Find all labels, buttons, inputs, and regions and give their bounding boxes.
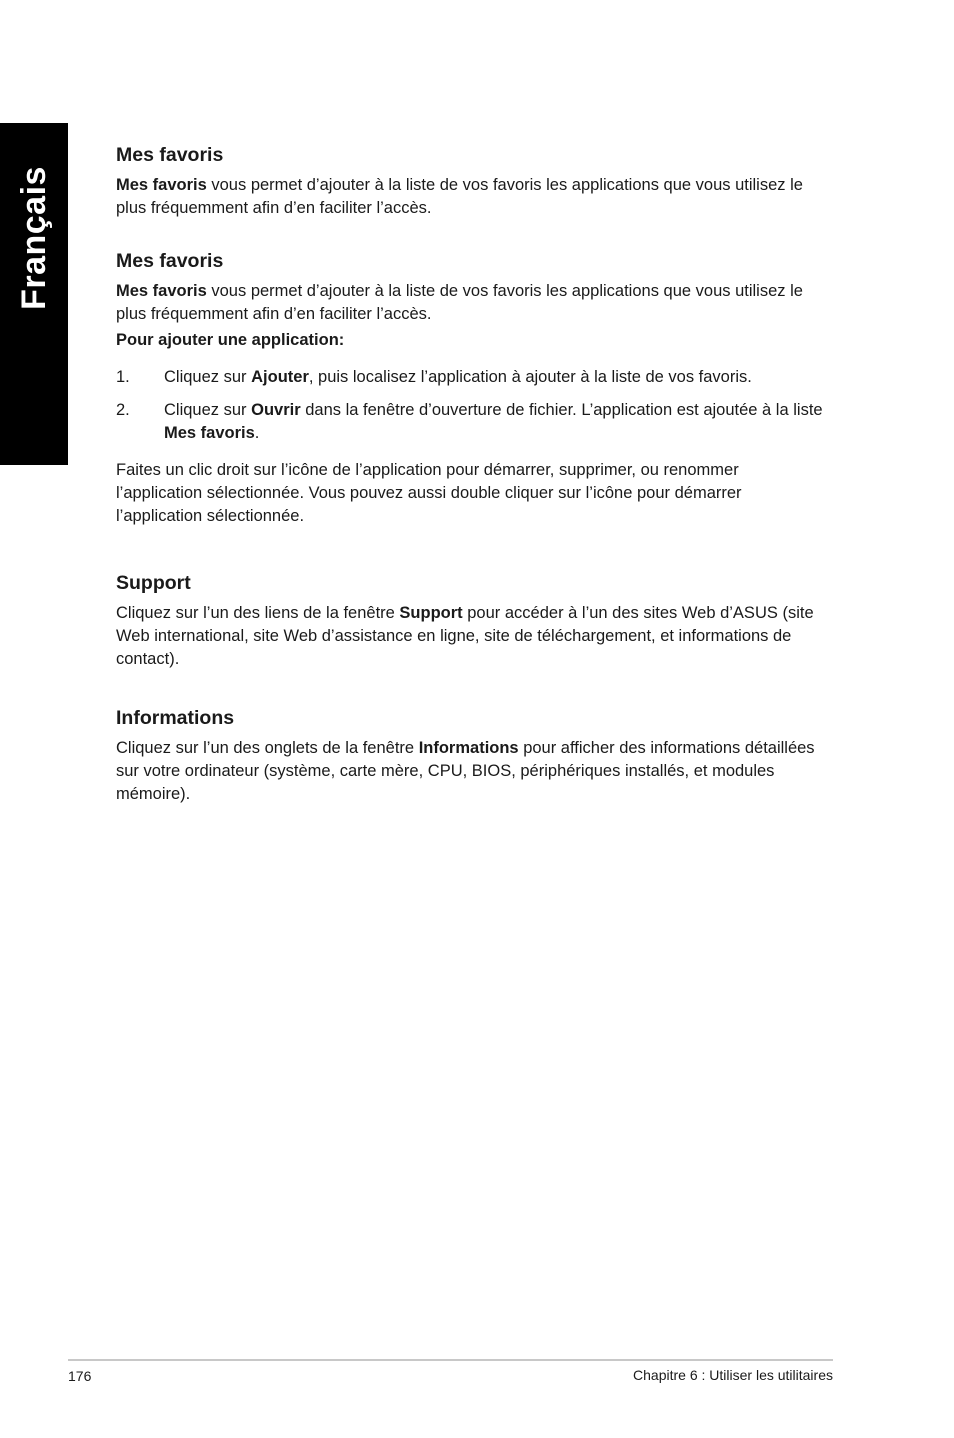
add-application-subheading: Pour ajouter une application: (116, 331, 345, 349)
step-number: 1. (116, 368, 130, 386)
support-text: Cliquez sur l’un des liens de la fenêtre (116, 604, 400, 622)
step-bold-term: Ouvrir (251, 401, 301, 419)
page-number: 176 (68, 1368, 92, 1384)
step-bold-term: Ajouter (251, 368, 309, 386)
favorites-intro-paragraph (116, 174, 828, 220)
section-heading-favorites-intro: Mes favoris (116, 144, 224, 166)
informations-text: pour afficher des informations détaillées sur votre ordinateur (système, carte mère, CPU, BIOS, périphériques installés, et modules mémoire). (116, 739, 815, 803)
step-text (164, 366, 828, 389)
step-text (164, 399, 828, 445)
support-text: pour accéder à l’un des sites Web d’ASUS (site Web international, site Web d’assistance en ligne, site de téléchargement, et informations de contact). (116, 604, 814, 668)
list-item (116, 399, 828, 445)
step-bold-term: Mes favoris (164, 424, 255, 442)
step-text-part: Cliquez sur (164, 401, 252, 419)
favorites-closing-paragraph: Faites un clic droit sur l’icône de l’application pour démarrer, supprimer, ou renommer l’application sélectionnée. Vous pouvez aussi double cliquer sur l’icône pour démarrer l’application sélectionnée. (116, 461, 742, 525)
language-tab-label: Français (15, 166, 53, 310)
step-text-part: dans la fenêtre d’ouverture de fichier. L’application est ajoutée à la liste (300, 401, 823, 419)
support-bold: Support (399, 604, 463, 622)
step-text-part: Cliquez sur (164, 368, 252, 386)
informations-bold: Informations (418, 739, 519, 757)
footer-chapter-title: Chapitre 6 : Utiliser les utilitaires (633, 1367, 833, 1383)
favorites-paragraph (116, 280, 828, 326)
section-heading-favorites: Mes favoris (116, 250, 224, 272)
step-number: 2. (116, 401, 130, 419)
favorites-bold: Mes favoris (116, 282, 207, 300)
informations-text: Cliquez sur l’un des onglets de la fenêtre (116, 739, 419, 757)
step-text-part: . (254, 424, 260, 442)
favorites-intro-bold: Mes favoris (116, 176, 207, 194)
support-paragraph (116, 602, 828, 671)
section-heading-informations: Informations (116, 707, 235, 729)
footer-divider (68, 1359, 833, 1361)
favorites-text: vous permet d’ajouter à la liste de vos favoris les applications que vous utilisez le plus fréquemment afin d’en faciliter l’accès. (116, 282, 803, 323)
favorites-intro-text: vous permet d’ajouter à la liste de vos favoris les applications que vous utilisez le plus fréquemment afin d’en faciliter l’accès. (116, 176, 803, 217)
list-item (116, 366, 828, 389)
section-heading-support: Support (116, 572, 191, 594)
informations-paragraph (116, 737, 828, 806)
step-text-part: , puis localisez l’application à ajouter à la liste de vos favoris. (308, 368, 752, 386)
